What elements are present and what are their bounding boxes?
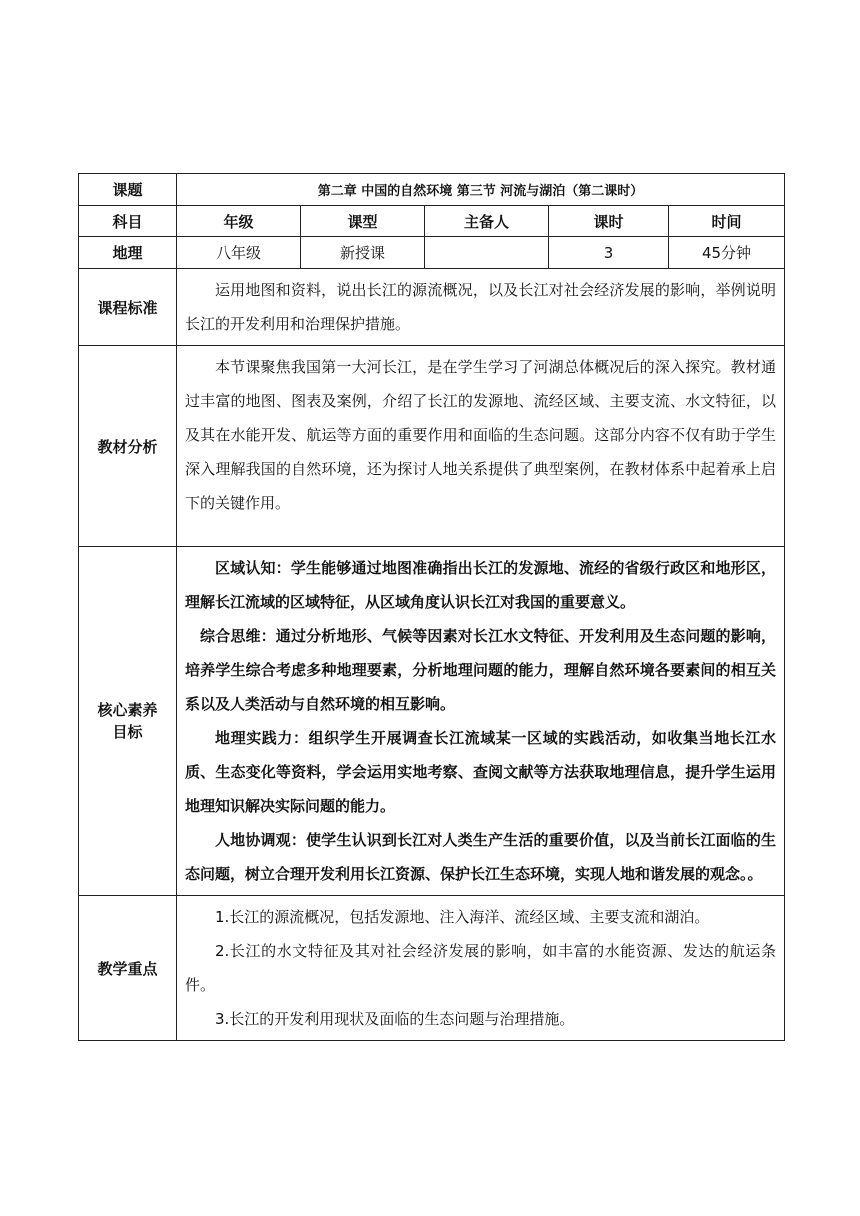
value-time: 45分钟 [669,237,785,269]
lesson-plan-table [78,173,785,1041]
topic-row [79,174,785,206]
analysis-row [79,346,785,547]
header-lesson-type: 课型 [301,206,425,237]
header-periods: 课时 [549,206,669,237]
value-grade: 八年级 [177,237,301,269]
analysis-label: 教材分析 [79,346,177,547]
focus-item-3: 3.长江的开发利用现状及面临的生态问题与治理措施。 [215,1010,575,1028]
header-time: 时间 [669,206,785,237]
literacy-harmony: 人地协调观：使学生认识到长江对人类生产生活的重要价值，以及当前长江面临的生态问题，树立合理开发利用长江资源、保护长江生态环境，实现人地和谐发展的观念。。 [185,831,777,883]
focus-item-2: 2.长江的水文特征及其对社会经济发展的影响，如丰富的水能资源、发达的航运条件。 [185,942,777,994]
values-row [79,237,785,269]
literacy-label-text: 核心素养目标 [97,701,158,741]
analysis-text: 本节课聚焦我国第一大河长江，是在学生学习了河湖总体概况后的深入探究。教材通过丰富的地图、图表及案例，介绍了长江的发源地、流经区域、主要支流、水文特征，以及其在水能开发、航运等方面的重要作用和面临的生态问题。这部分内容不仅有助于学生深入理解我国的自然环境，还为探讨人地关系提供了典型案例，在教材体系中起着承上启下的关键作用。 [185,358,777,512]
header-preparer: 主备人 [425,206,549,237]
value-preparer [425,237,549,269]
standard-text: 运用地图和资料，说出长江的源流概况，以及长江对社会经济发展的影响，举例说明长江的开发利用和治理保护措施。 [185,281,777,333]
literacy-content [177,547,785,896]
literacy-row [79,547,785,896]
standard-label: 课程标准 [79,269,177,346]
focus-label: 教学重点 [79,896,177,1041]
analysis-content [177,346,785,547]
literacy-regional: 区域认知：学生能够通过地图准确指出长江的发源地、流经的省级行政区和地形区，理解长江流域的区域特征，从区域角度认识长江对我国的重要意义。 [185,559,777,611]
topic-value: 第二章 中国的自然环境 第三节 河流与湖泊（第二课时） [177,174,785,206]
focus-item-1: 1.长江的源流概况，包括发源地、注入海洋、流经区域、主要支流和湖泊。 [215,908,710,926]
focus-row [79,896,785,1041]
value-periods: 3 [549,237,669,269]
literacy-label [79,547,177,896]
literacy-practice: 地理实践力：组织学生开展调查长江流域某一区域的实践活动，如收集当地长江水质、生态变化等资料，学会运用实地考察、查阅文献等方法获取地理信息，提升学生运用地理知识解决实际问题的能力。 [185,729,777,815]
focus-content [177,896,785,1041]
header-subject: 科目 [79,206,177,237]
value-lesson-type: 新授课 [301,237,425,269]
topic-label: 课题 [79,174,177,206]
header-row [79,206,785,237]
value-subject: 地理 [79,237,177,269]
standard-row [79,269,785,346]
standard-content [177,269,785,346]
header-grade: 年级 [177,206,301,237]
literacy-integrated: 综合思维：通过分析地形、气候等因素对长江水文特征、开发利用及生态问题的影响，培养学生综合考虑多种地理要素，分析地理问题的能力，理解自然环境各要素间的相互关系以及人类活动与自然环境的相互影响。 [185,627,777,713]
